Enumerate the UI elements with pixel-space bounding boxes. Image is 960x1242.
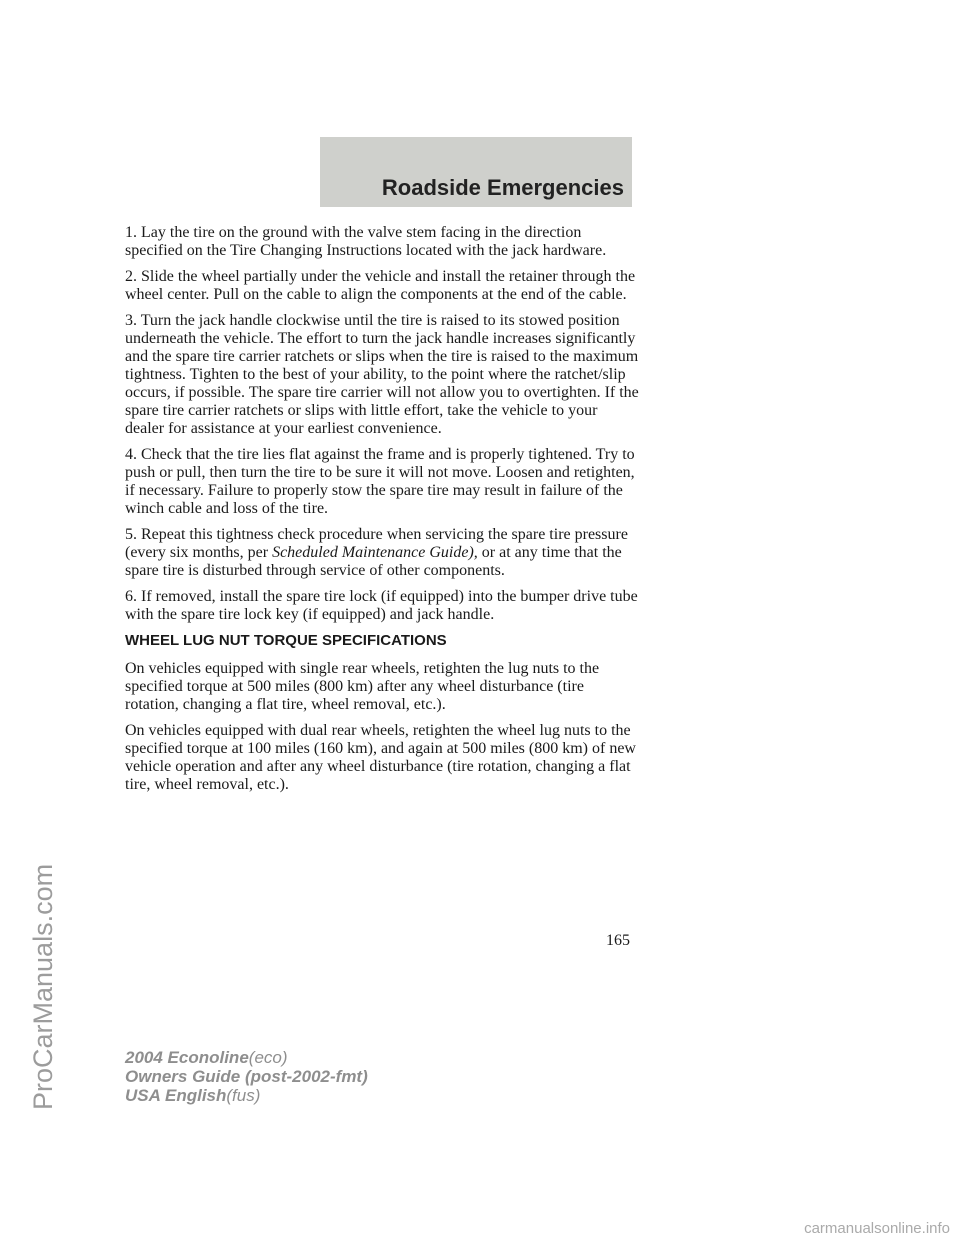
step-3: 3. Turn the jack handle clockwise until the tire is raised to its stowed position underneath the vehicle. The effort to turn the jack handle increases significantly and the spare tire carrier ratchets or slips when the tire is raised to the maximum tightness. Tighten to the best of your ability, to the point where the ratchet/slip occurs, if possible. The spare tire carrier will not allow you to overtighten. If the spare tire carrier ratchets or slips with little effort, take the vehicle to your dealer for assistance at your earliest convenience. — [125, 312, 639, 437]
step-2: 2. Slide the wheel partially under the vehicle and install the retainer through the wheel center. Pull on the cable to align the components at the end of the cable. — [125, 268, 636, 303]
step-5-text-end: or at any time that the spare tire is disturbed through service of other components. — [125, 544, 622, 579]
footer-language-code: (fus) — [226, 1086, 261, 1105]
document-footer — [125, 1048, 368, 1105]
footer-model: 2004 Econoline — [125, 1048, 249, 1067]
single-rear-wheels-paragraph: On vehicles equipped with single rear wheels, retighten the lug nuts to the specified torque at 500 miles (800 km) after any wheel disturbance (tire rotation, changing a flat tire, wheel removal, etc.). — [125, 660, 600, 713]
section-title: Roadside Emergencies — [381, 175, 624, 200]
footer-guide: Owners Guide (post-2002-fmt) — [125, 1067, 368, 1086]
footer-line-1 — [125, 1048, 368, 1067]
step-5 — [125, 526, 640, 580]
torque-spec-heading: WHEEL LUG NUT TORQUE SPECIFICATIONS — [125, 632, 447, 649]
page-number: 165 — [606, 932, 630, 949]
step-5-text: 5. Repeat this tightness check procedure when servicing the spare tire pressure (every six months, per — [125, 526, 628, 561]
footer-line-3 — [125, 1086, 368, 1105]
footer-language: USA English — [125, 1086, 227, 1105]
dual-rear-wheels-paragraph: On vehicles equipped with dual rear wheels, retighten the wheel lug nuts to the specified torque at 100 miles (160 km), and again at 500 miles (800 km) of new vehicle operation and after any wheel disturbance (tire rotation, changing a flat tire, wheel removal, etc.). — [125, 722, 636, 793]
step-6: 6. If removed, install the spare tire lock (if equipped) into the bumper drive tube with the spare tire lock key (if equipped) and jack handle. — [125, 588, 638, 623]
step-4: 4. Check that the tire lies flat against the frame and is properly tightened. Try to push or pull, then turn the tire to be sure it will not move. Loosen and retighten, if necessary. Failure to properly stow the spare tire may result in failure of the winch cable and loss of the tire. — [125, 446, 635, 517]
section-header — [320, 137, 632, 207]
step-1: 1. Lay the tire on the ground with the valve stem facing in the direction specified on the Tire Changing Instructions located with the jack hardware. — [125, 224, 607, 259]
footer-line-2 — [125, 1067, 368, 1086]
footer-model-code: (eco) — [248, 1048, 288, 1067]
side-watermark: ProCarManuals.com — [28, 863, 58, 1110]
bottom-watermark: carmanualsonline.info — [804, 1220, 950, 1237]
maintenance-guide-reference: Scheduled Maintenance Guide), — [272, 544, 478, 561]
page-content — [125, 224, 640, 802]
